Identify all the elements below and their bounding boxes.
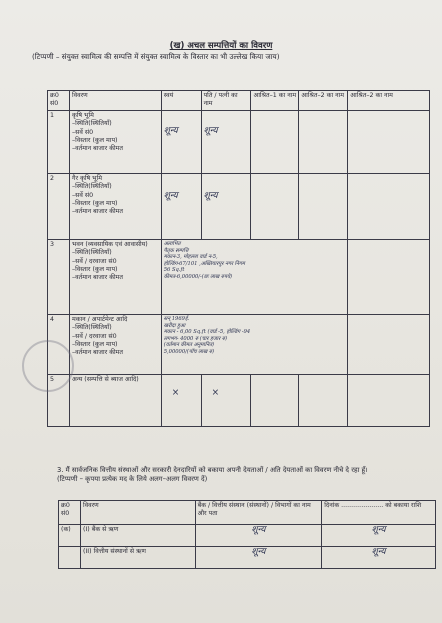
description-line: गैर कृषि भूमि	[71, 175, 103, 182]
table-row	[48, 174, 430, 240]
liabilities-table	[58, 500, 436, 569]
table-row	[59, 525, 436, 547]
serial-number: 2	[48, 174, 70, 240]
spouse-value: शून्य	[203, 191, 218, 201]
handwritten-line: पैतृक सम्पत्ति	[163, 247, 189, 254]
handwritten-line: सन् 1969ई.	[163, 316, 190, 322]
spouse-value: शून्य	[203, 126, 218, 136]
table-header-row	[48, 91, 430, 111]
asset-description	[69, 315, 161, 375]
section-note: (टिप्पणी – संयुक्त स्वामित्व की सम्पत्ति में संयुक्त स्वामित्व के विस्तार का भी उल्लेख किया जाय)	[32, 52, 280, 61]
handwritten-line: मकान - 6,00 Sq.ft (वार्ड -5, होल्डिंग -94	[163, 329, 251, 336]
col-header: स्वयं	[161, 91, 201, 111]
spouse-value: ×	[211, 388, 220, 398]
handwritten-line: (वर्तमान कीमत अनुमानित)	[163, 342, 215, 349]
self-value: शून्य	[163, 126, 178, 136]
liabilities-statement: 3. मैं सार्वजनिक वित्तीय संस्थाओं और सरकारी देनदारियों को बकाया अपनी देयताओं / अति देयताओं का विवरण नीचे दे रहा हूँ।	[57, 466, 368, 474]
liability-description: (II) वित्तीय संस्थानों से ऋण	[80, 547, 195, 569]
amount-value: शून्य	[371, 547, 386, 557]
description-line: –वर्तमान बाजार कीमत	[71, 145, 124, 153]
description-line: –वर्तमान बाजार कीमत	[71, 208, 124, 216]
table-row	[48, 315, 430, 375]
description-line: –विस्तार (कुल माप)	[71, 136, 118, 144]
liabilities-section	[57, 466, 427, 483]
asset-description	[69, 240, 161, 315]
col-header: आश्रित–2 का नाम	[299, 91, 348, 111]
description-line: –वर्तमान बाजार कीमत	[71, 349, 124, 357]
amount-value: शून्य	[371, 525, 386, 535]
official-stamp	[22, 340, 74, 392]
col-header: विवरण	[69, 91, 161, 111]
description-line: –स्थिति(स्थितियाँ)	[71, 183, 112, 191]
serial-number: 5	[48, 375, 70, 427]
description-line: अन्य (सम्पत्ति से ब्याज आदि)	[71, 376, 139, 383]
bank-value: शून्य	[251, 525, 266, 535]
handwritten-line: कीमत-6,00000/-(छः लाख रुपये)	[163, 273, 232, 280]
table-row	[48, 375, 430, 427]
table-row	[59, 547, 436, 569]
handwritten-line: खरीदा हुआ	[163, 322, 186, 329]
description-line: –सर्वे / दरवाजा सं0	[71, 257, 117, 265]
handwritten-line: अलाभित	[163, 241, 181, 247]
col-header: क्र0 सं0	[48, 91, 70, 111]
handwritten-line: 56 Sq.ft	[163, 267, 185, 274]
description-line: –सर्वे / दरवाजा सं0	[71, 332, 117, 340]
section-title: (ख) अचल सम्पत्तियों का विवरण	[169, 41, 273, 51]
description-line: –विस्तार (कुल माप)	[71, 199, 118, 207]
col-header: दिनांक ..................... को बकाया राशि	[322, 501, 436, 525]
serial-number: 4	[48, 315, 70, 375]
col-header: क्र0 सं0	[59, 501, 81, 525]
col-header: बैंक / वित्तीय संस्थान (संस्थानों) / विभागों का नाम और पता	[195, 501, 322, 525]
asset-description	[69, 174, 161, 240]
col-header: पति / पत्नी का नाम	[201, 91, 251, 111]
col-header: विवरण	[80, 501, 195, 525]
handwritten-line: लगभग- 4000 रु (चार हजार रु)	[163, 335, 227, 342]
asset-description	[69, 375, 161, 427]
serial-number: 3	[48, 240, 70, 315]
self-handwritten-details	[161, 315, 348, 375]
description-line: –विस्तार (कुल माप)	[71, 265, 118, 273]
description-line: –वर्तमान बाजार कीमत	[71, 274, 124, 282]
serial-number	[59, 547, 81, 569]
description-line: –सर्वे सं0	[71, 191, 94, 199]
handwritten-line: 5,00000/(पाँच लाख रु)	[163, 348, 215, 355]
description-line: मकान / अपार्टमेन्ट आदि	[71, 316, 128, 323]
handwritten-line: मकान-3, मोहल्ला वार्ड न-5,	[163, 254, 218, 261]
liabilities-note: (टिप्पणी – कृपया प्रत्येक मद के लिये अलग–अलग विवरण दें)	[57, 474, 208, 483]
description-line: –सर्वे सं0	[71, 128, 94, 136]
description-line: –स्थिति(स्थितियाँ)	[71, 249, 112, 257]
self-value: शून्य	[163, 191, 178, 201]
table-row	[48, 111, 430, 174]
handwritten-line: होल्डिंग-67/101 ,अख्तियारपुर नगर निगम	[163, 260, 245, 267]
description-line: –स्थिति(स्थितियाँ)	[71, 120, 112, 128]
col-header: आश्रित–2 का नाम	[348, 91, 430, 111]
asset-description	[69, 111, 161, 174]
bank-value: शून्य	[251, 547, 266, 557]
col-header: आश्रित–1 का नाम	[251, 91, 299, 111]
serial-number: (क)	[59, 525, 81, 547]
description-line: कृषि भूमि	[71, 112, 94, 119]
table-header-row	[59, 501, 436, 525]
self-handwritten-details	[161, 240, 348, 315]
table-row	[48, 240, 430, 315]
serial-number: 1	[48, 111, 70, 174]
liability-description: (I) बैंक से ऋण	[80, 525, 195, 547]
description-line: भवन (व्यवसायिक एवं आवासीय)	[71, 241, 148, 248]
description-line: –स्थिति(स्थितियाँ)	[71, 324, 112, 332]
immovable-assets-table	[47, 90, 430, 427]
self-value: ×	[171, 388, 180, 398]
description-line: –विस्तार (कुल माप)	[71, 340, 118, 348]
